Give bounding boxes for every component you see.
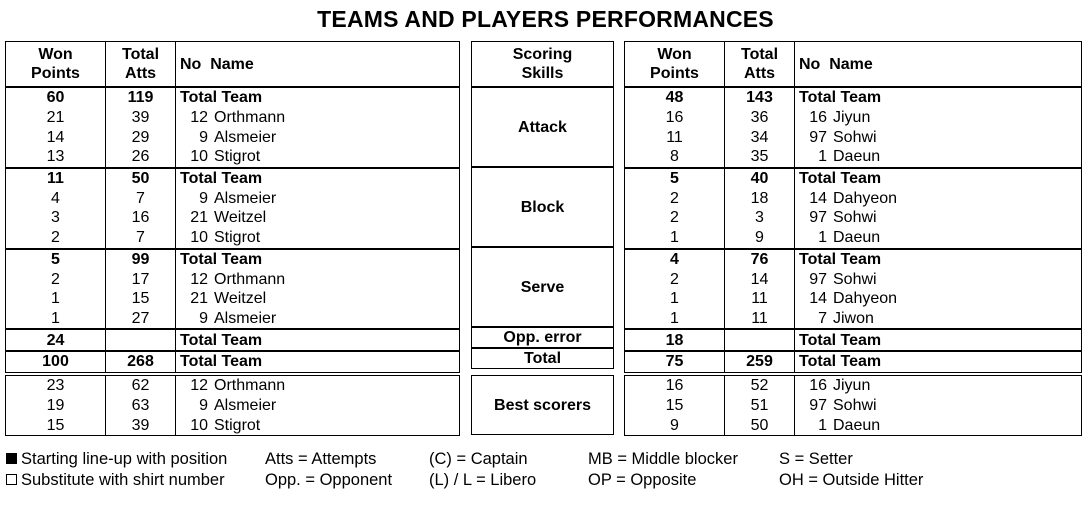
won-points-cell: 1 xyxy=(670,290,679,308)
won-points-cell: 4 xyxy=(51,189,60,207)
player-cell xyxy=(795,127,1082,147)
table-row xyxy=(6,396,460,416)
shirt-number: 97 xyxy=(809,209,827,227)
table-row xyxy=(6,376,460,396)
total-atts-cell: 63 xyxy=(106,396,176,416)
won-points-cell: 2 xyxy=(670,209,679,227)
won-points-cell: 15 xyxy=(665,397,684,415)
won-points-cell: 18 xyxy=(625,329,725,351)
shirt-number: 1 xyxy=(818,229,827,247)
total-atts-cell: 52 xyxy=(725,376,795,396)
player-name: Orthmann xyxy=(214,109,286,127)
shirt-number: 14 xyxy=(809,290,827,308)
table-row xyxy=(6,309,460,330)
legend-starting-lineup: Starting line-up with position xyxy=(21,450,228,468)
table-row xyxy=(625,108,1082,128)
player-name: Sohwi xyxy=(833,270,877,288)
total-atts-cell: 50 xyxy=(725,415,795,435)
total-atts-cell: 27 xyxy=(106,309,176,330)
total-atts-cell: 39 xyxy=(106,108,176,128)
shirt-number: 21 xyxy=(190,209,208,227)
skill-serve: Serve xyxy=(472,247,614,327)
player-name: Jiyun xyxy=(833,109,871,127)
table-row xyxy=(6,269,460,289)
skill-total: Total xyxy=(472,348,614,369)
won-points-cell: 24 xyxy=(6,329,106,351)
won-points-cell: 1 xyxy=(51,309,60,327)
won-points-cell: 48 xyxy=(625,87,725,108)
player-cell xyxy=(176,228,460,249)
right-team-table xyxy=(624,41,1082,373)
total-atts-cell: 39 xyxy=(106,415,176,435)
player-name: Alsmeier xyxy=(214,189,277,207)
total-team-label: Total Team xyxy=(799,250,882,268)
player-cell xyxy=(176,168,460,189)
won-points-cell: 75 xyxy=(625,351,725,372)
no-name-header: No Name xyxy=(176,42,460,88)
legend-middle-blocker: MB = Middle blocker xyxy=(588,450,738,468)
total-atts-cell: 17 xyxy=(106,269,176,289)
table-row xyxy=(625,249,1082,270)
won-points-cell: 4 xyxy=(625,249,725,270)
table-row xyxy=(6,249,460,270)
player-cell xyxy=(176,415,460,435)
total-team-label: Total Team xyxy=(795,351,1082,372)
skill-attack: Attack xyxy=(472,87,614,167)
total-atts-cell: 9 xyxy=(725,228,795,249)
table-row xyxy=(6,168,460,189)
player-cell xyxy=(795,415,1082,435)
player-cell xyxy=(795,147,1082,168)
total-atts-cell: 11 xyxy=(725,309,795,330)
total-atts-cell: 143 xyxy=(725,87,795,108)
total-team-label: Total Team xyxy=(795,329,1082,351)
player-cell xyxy=(176,127,460,147)
total-atts-cell: 7 xyxy=(106,188,176,208)
won-points-header: Won Points xyxy=(650,46,699,82)
best-scorers-label: Best scorers xyxy=(494,396,591,414)
won-points-cell: 14 xyxy=(46,128,65,146)
player-cell xyxy=(795,87,1082,108)
table-row xyxy=(6,147,460,168)
player-name: Alsmeier xyxy=(214,397,277,415)
table-row xyxy=(625,188,1082,208)
legend-substitute: Substitute with shirt number xyxy=(21,471,225,489)
player-name: Orthmann xyxy=(214,377,286,395)
table-row xyxy=(6,87,460,108)
won-points-cell: 19 xyxy=(46,397,65,415)
table-row xyxy=(625,208,1082,228)
shirt-number: 7 xyxy=(818,309,827,327)
won-points-cell: 11 xyxy=(666,128,683,146)
table-row xyxy=(625,269,1082,289)
total-atts-cell xyxy=(106,329,176,351)
shirt-number: 21 xyxy=(190,290,208,308)
player-cell xyxy=(176,269,460,289)
player-cell xyxy=(795,269,1082,289)
won-points-cell: 1 xyxy=(670,229,679,247)
player-name: Jiyun xyxy=(833,377,871,395)
total-atts-cell: 15 xyxy=(106,289,176,309)
legend-libero: (L) / L = Libero xyxy=(429,471,537,489)
table-row xyxy=(6,208,460,228)
scoring-skills-table xyxy=(471,41,614,369)
shirt-number: 12 xyxy=(190,377,208,395)
total-team-label: Total Team xyxy=(180,250,263,268)
total-atts-cell: 76 xyxy=(725,249,795,270)
player-name: Stigrot xyxy=(214,148,261,166)
player-name: Stigrot xyxy=(214,229,261,247)
shirt-number: 14 xyxy=(809,189,827,207)
total-atts-cell: 34 xyxy=(725,127,795,147)
won-points-cell: 16 xyxy=(665,109,684,127)
player-name: Stigrot xyxy=(214,416,261,434)
table-row xyxy=(625,351,1082,372)
player-cell xyxy=(176,188,460,208)
player-name: Sohwi xyxy=(833,128,877,146)
no-name-header: No Name xyxy=(795,42,1082,88)
total-atts-cell: 119 xyxy=(106,87,176,108)
table-row xyxy=(625,127,1082,147)
shirt-number: 16 xyxy=(809,377,827,395)
total-team-label: Total Team xyxy=(799,89,882,107)
shirt-number: 10 xyxy=(190,229,208,247)
player-name: Sohwi xyxy=(833,209,877,227)
total-atts-cell: 18 xyxy=(725,188,795,208)
player-cell xyxy=(795,249,1082,270)
total-atts-cell: 35 xyxy=(725,147,795,168)
shirt-number: 12 xyxy=(190,270,208,288)
total-team-label: Total Team xyxy=(180,170,263,188)
player-cell xyxy=(795,228,1082,249)
legend-captain: (C) = Captain xyxy=(429,450,528,468)
scoring-skills-header: Scoring Skills xyxy=(512,46,573,82)
total-atts-cell: 99 xyxy=(106,249,176,270)
right-header-row xyxy=(625,42,1082,88)
total-atts-cell: 50 xyxy=(106,168,176,189)
left-best-scorers-table xyxy=(5,375,460,436)
table-row xyxy=(6,351,460,372)
legend-abbrev-3 xyxy=(588,449,738,491)
shirt-number: 97 xyxy=(809,397,827,415)
won-points-cell: 5 xyxy=(6,249,106,270)
won-points-cell: 11 xyxy=(6,168,106,189)
right-best-scorers-table xyxy=(624,375,1082,436)
table-row xyxy=(625,147,1082,168)
won-points-header: Won Points xyxy=(31,46,80,82)
skill-opp-error: Opp. error xyxy=(472,327,614,348)
legend-line-up xyxy=(6,449,227,491)
left-header-row xyxy=(6,42,460,88)
won-points-cell: 2 xyxy=(51,270,60,288)
player-cell xyxy=(795,309,1082,330)
table-row xyxy=(625,396,1082,416)
won-points-cell: 60 xyxy=(6,87,106,108)
won-points-cell: 21 xyxy=(46,109,65,127)
table-row xyxy=(625,168,1082,189)
player-name: Weitzel xyxy=(214,209,267,227)
legend-abbrev-1 xyxy=(265,449,392,491)
player-name: Jiwon xyxy=(833,309,874,327)
table-row xyxy=(6,188,460,208)
player-cell xyxy=(795,108,1082,128)
left-team-table xyxy=(5,41,460,373)
player-cell xyxy=(176,208,460,228)
player-cell xyxy=(176,376,460,396)
shirt-number: 16 xyxy=(809,109,827,127)
player-cell xyxy=(795,396,1082,416)
legend-abbrev-4 xyxy=(779,449,923,491)
shirt-number: 1 xyxy=(818,148,827,166)
player-cell xyxy=(176,249,460,270)
player-name: Daeun xyxy=(833,416,881,434)
shirt-number: 97 xyxy=(809,270,827,288)
table-row xyxy=(6,329,460,351)
total-team-label: Total Team xyxy=(176,329,460,351)
table-row xyxy=(625,87,1082,108)
total-atts-cell: 268 xyxy=(106,351,176,372)
legend-abbrev-2 xyxy=(429,449,536,491)
legend-opposite: OP = Opposite xyxy=(588,471,697,489)
player-cell xyxy=(795,289,1082,309)
total-atts-cell: 16 xyxy=(106,208,176,228)
total-atts-cell: 11 xyxy=(725,289,795,309)
total-atts-cell: 40 xyxy=(725,168,795,189)
player-name: Alsmeier xyxy=(214,128,277,146)
player-cell xyxy=(795,168,1082,189)
total-atts-cell: 26 xyxy=(106,147,176,168)
table-row xyxy=(6,289,460,309)
total-atts-cell: 51 xyxy=(725,396,795,416)
total-atts-cell: 14 xyxy=(725,269,795,289)
won-points-cell: 23 xyxy=(46,377,65,395)
total-atts-cell: 29 xyxy=(106,127,176,147)
shirt-number: 9 xyxy=(199,397,208,415)
player-name: Orthmann xyxy=(214,270,286,288)
player-cell xyxy=(176,289,460,309)
total-team-label: Total Team xyxy=(176,351,460,372)
table-row xyxy=(625,309,1082,330)
won-points-cell: 8 xyxy=(670,148,679,166)
table-row xyxy=(625,329,1082,351)
shirt-number: 12 xyxy=(190,109,208,127)
total-atts-cell: 62 xyxy=(106,376,176,396)
legend-atts: Atts = Attempts xyxy=(265,450,377,468)
player-name: Dahyeon xyxy=(833,290,898,308)
table-row xyxy=(6,108,460,128)
total-atts-cell: 36 xyxy=(725,108,795,128)
empty-square-icon xyxy=(6,474,17,485)
best-scorers-label-table xyxy=(471,375,614,435)
legend-opp: Opp. = Opponent xyxy=(265,471,393,489)
table-row xyxy=(625,289,1082,309)
player-cell xyxy=(795,208,1082,228)
shirt-number: 1 xyxy=(818,416,827,434)
table-row xyxy=(6,127,460,147)
won-points-cell: 13 xyxy=(46,148,65,166)
skills-header-row xyxy=(472,42,614,88)
won-points-cell: 2 xyxy=(670,189,679,207)
player-name: Daeun xyxy=(833,148,881,166)
total-atts-cell xyxy=(725,329,795,351)
table-row xyxy=(625,228,1082,249)
won-points-cell: 16 xyxy=(665,377,684,395)
total-atts-cell: 3 xyxy=(725,208,795,228)
legend-outside-hitter: OH = Outside Hitter xyxy=(779,471,924,489)
legend-setter: S = Setter xyxy=(779,450,853,468)
player-cell xyxy=(176,147,460,168)
player-cell xyxy=(795,188,1082,208)
total-atts-cell: 7 xyxy=(106,228,176,249)
filled-square-icon xyxy=(6,453,17,464)
player-cell xyxy=(176,108,460,128)
total-team-label: Total Team xyxy=(180,89,263,107)
total-team-label: Total Team xyxy=(799,170,882,188)
player-cell xyxy=(176,396,460,416)
shirt-number: 97 xyxy=(809,128,827,146)
player-cell xyxy=(176,309,460,330)
right-team-body xyxy=(625,87,1082,372)
table-row xyxy=(625,376,1082,396)
table-row xyxy=(6,415,460,435)
won-points-cell: 5 xyxy=(625,168,725,189)
player-name: Alsmeier xyxy=(214,309,277,327)
player-name: Weitzel xyxy=(214,290,267,308)
won-points-cell: 1 xyxy=(670,309,679,327)
shirt-number: 10 xyxy=(190,148,208,166)
shirt-number: 9 xyxy=(199,128,208,146)
left-team-body xyxy=(6,87,460,372)
won-points-cell: 15 xyxy=(46,416,65,434)
shirt-number: 9 xyxy=(199,309,208,327)
page-title: TEAMS AND PLAYERS PERFORMANCES xyxy=(317,6,774,32)
won-points-cell: 2 xyxy=(51,229,60,247)
total-atts-cell: 259 xyxy=(725,351,795,372)
total-atts-header: Total Atts xyxy=(106,42,176,88)
table-row xyxy=(625,415,1082,435)
table-row xyxy=(6,228,460,249)
player-name: Dahyeon xyxy=(833,189,898,207)
won-points-cell: 2 xyxy=(670,270,679,288)
total-atts-header: Total Atts xyxy=(725,42,795,88)
player-name: Sohwi xyxy=(833,397,877,415)
shirt-number: 9 xyxy=(199,189,208,207)
skill-block: Block xyxy=(472,167,614,247)
won-points-cell: 1 xyxy=(51,290,60,308)
player-name: Daeun xyxy=(833,229,881,247)
won-points-cell: 100 xyxy=(6,351,106,372)
won-points-cell: 9 xyxy=(670,416,679,434)
player-cell xyxy=(795,376,1082,396)
won-points-cell: 3 xyxy=(51,209,60,227)
player-cell xyxy=(176,87,460,108)
shirt-number: 10 xyxy=(190,416,208,434)
